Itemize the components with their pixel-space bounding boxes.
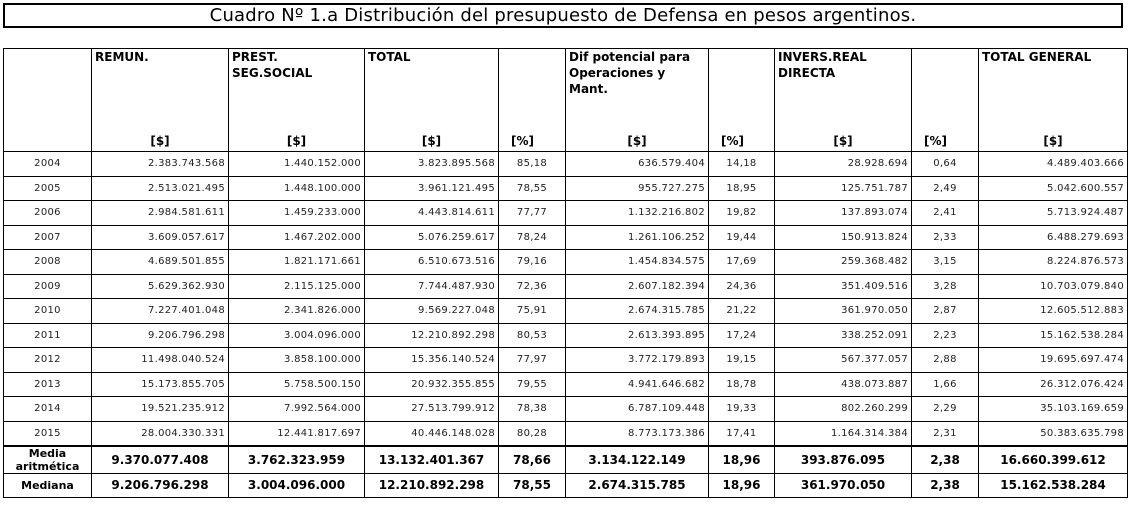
header-col-3	[365, 49, 499, 152]
table-cell: 85,18	[499, 152, 566, 177]
table-cell: 955.727.275	[566, 176, 709, 201]
table-cell: 2,49	[912, 176, 979, 201]
header-col-1	[92, 49, 229, 152]
summary-cell: 9.206.796.298	[92, 473, 229, 497]
table-cell: 567.377.057	[775, 348, 912, 373]
summary-cell: 18,96	[709, 473, 775, 497]
table-cell: 1,66	[912, 372, 979, 397]
summary-cell: 9.370.077.408	[92, 446, 229, 474]
year-cell: 2013	[4, 372, 92, 397]
table-cell: 28.004.330.331	[92, 421, 229, 446]
table-cell: 5.758.500.150	[229, 372, 365, 397]
table-cell: 10.703.079.840	[979, 274, 1128, 299]
table-cell: 79,16	[499, 250, 566, 275]
table-cell: 1.132.216.802	[566, 201, 709, 226]
table-cell: 6.510.673.516	[365, 250, 499, 275]
table-cell: 3,15	[912, 250, 979, 275]
table-cell: 1.440.152.000	[229, 152, 365, 177]
year-cell: 2011	[4, 323, 92, 348]
header-label: Dif potencial para Operaciones y Mant.	[569, 50, 691, 96]
table-cell: 1.454.834.575	[566, 250, 709, 275]
table-cell: 17,24	[709, 323, 775, 348]
table-cell: 2,33	[912, 225, 979, 250]
year-cell: 2014	[4, 397, 92, 422]
table-cell: 2,31	[912, 421, 979, 446]
table-cell: 259.368.482	[775, 250, 912, 275]
year-cell: 2012	[4, 348, 92, 373]
table-cell: 2.341.826.000	[229, 299, 365, 324]
year-cell: 2010	[4, 299, 92, 324]
table-cell: 2.674.315.785	[566, 299, 709, 324]
table-cell: 78,55	[499, 176, 566, 201]
header-unit: [%]	[721, 134, 744, 148]
summary-cell: 78,66	[499, 446, 566, 474]
table-cell: 78,24	[499, 225, 566, 250]
header-unit: [$]	[150, 134, 170, 148]
table-cell: 12.441.817.697	[229, 421, 365, 446]
table-cell: 636.579.404	[566, 152, 709, 177]
table-cell: 8.224.876.573	[979, 250, 1128, 275]
table-cell: 19,82	[709, 201, 775, 226]
table-cell: 7.992.564.000	[229, 397, 365, 422]
summary-cell: 16.660.399.612	[979, 446, 1128, 474]
table-cell: 2,23	[912, 323, 979, 348]
table-cell: 3.609.057.617	[92, 225, 229, 250]
summary-rows	[4, 446, 1128, 498]
table-cell: 2.607.182.394	[566, 274, 709, 299]
summary-cell: 18,96	[709, 446, 775, 474]
year-cell: 2009	[4, 274, 92, 299]
table-cell: 338.252.091	[775, 323, 912, 348]
table-cell: 3.772.179.893	[566, 348, 709, 373]
table-cell: 19.521.235.912	[92, 397, 229, 422]
year-cell: 2008	[4, 250, 92, 275]
table-cell: 351.409.516	[775, 274, 912, 299]
table-cell: 28.928.694	[775, 152, 912, 177]
table-cell: 5.629.362.930	[92, 274, 229, 299]
table-cell: 18,95	[709, 176, 775, 201]
table-cell: 77,77	[499, 201, 566, 226]
table-cell: 3.004.096.000	[229, 323, 365, 348]
table-cell: 2.513.021.495	[92, 176, 229, 201]
table-cell: 2.383.743.568	[92, 152, 229, 177]
table-cell: 4.941.646.682	[566, 372, 709, 397]
table-cell: 80,53	[499, 323, 566, 348]
table-cell: 5.076.259.617	[365, 225, 499, 250]
header-col-6	[709, 49, 775, 152]
table-cell: 72,36	[499, 274, 566, 299]
table-cell: 19,44	[709, 225, 775, 250]
header-col-8	[912, 49, 979, 152]
summary-cell: 2,38	[912, 446, 979, 474]
header-col-9	[979, 49, 1128, 152]
table-cell: 7.744.487.930	[365, 274, 499, 299]
table-cell: 137.893.074	[775, 201, 912, 226]
summary-row	[4, 473, 1128, 497]
header-row	[4, 49, 1128, 152]
table-cell: 3.961.121.495	[365, 176, 499, 201]
table-cell: 3.858.100.000	[229, 348, 365, 373]
header-unit: [$]	[627, 134, 647, 148]
table-cell: 50.383.635.798	[979, 421, 1128, 446]
table-cell: 2,88	[912, 348, 979, 373]
table-cell: 4.689.501.855	[92, 250, 229, 275]
table-cell: 15.356.140.524	[365, 348, 499, 373]
table-cell: 2,87	[912, 299, 979, 324]
table-row	[4, 348, 1128, 373]
summary-cell: 361.970.050	[775, 473, 912, 497]
table-cell: 3.823.895.568	[365, 152, 499, 177]
summary-cell: 15.162.538.284	[979, 473, 1128, 497]
table-cell: 19,15	[709, 348, 775, 373]
summary-cell: 12.210.892.298	[365, 473, 499, 497]
table-cell: 1.261.106.252	[566, 225, 709, 250]
table-cell: 3,28	[912, 274, 979, 299]
table-cell: 15.162.538.284	[979, 323, 1128, 348]
table-cell: 14,18	[709, 152, 775, 177]
table-cell: 20.932.355.855	[365, 372, 499, 397]
year-cell: 2006	[4, 201, 92, 226]
table-cell: 2.613.393.895	[566, 323, 709, 348]
table-cell: 125.751.787	[775, 176, 912, 201]
table-cell: 21,22	[709, 299, 775, 324]
table-cell: 9.569.227.048	[365, 299, 499, 324]
table-cell: 1.459.233.000	[229, 201, 365, 226]
table-cell: 1.821.171.661	[229, 250, 365, 275]
header-unit: [$]	[286, 134, 307, 148]
summary-cell: 393.876.095	[775, 446, 912, 474]
table-cell: 1.467.202.000	[229, 225, 365, 250]
table-cell: 17,69	[709, 250, 775, 275]
table-cell: 8.773.173.386	[566, 421, 709, 446]
header-col-2	[229, 49, 365, 152]
table-cell: 5.713.924.487	[979, 201, 1128, 226]
table-cell: 11.498.040.524	[92, 348, 229, 373]
summary-cell: 13.132.401.367	[365, 446, 499, 474]
year-cell: 2007	[4, 225, 92, 250]
header-unit: [%]	[924, 134, 947, 148]
table-cell: 40.446.148.028	[365, 421, 499, 446]
table-cell: 15.173.855.705	[92, 372, 229, 397]
header-year	[4, 49, 92, 152]
summary-label: Media aritmética	[4, 446, 92, 474]
table-cell: 9.206.796.298	[92, 323, 229, 348]
header-label: TOTAL GENERAL	[982, 50, 1092, 64]
table-row	[4, 250, 1128, 275]
table-cell: 4.443.814.611	[365, 201, 499, 226]
table-cell: 35.103.169.659	[979, 397, 1128, 422]
budget-table	[3, 48, 1128, 498]
table-cell: 2.115.125.000	[229, 274, 365, 299]
table-row	[4, 225, 1128, 250]
table-cell: 24,36	[709, 274, 775, 299]
table-cell: 438.073.887	[775, 372, 912, 397]
summary-cell: 3.134.122.149	[566, 446, 709, 474]
summary-label: Mediana	[4, 473, 92, 497]
table-cell: 12.210.892.298	[365, 323, 499, 348]
header-col-7	[775, 49, 912, 152]
table-cell: 78,38	[499, 397, 566, 422]
table-cell: 361.970.050	[775, 299, 912, 324]
table-row	[4, 274, 1128, 299]
summary-cell: 2,38	[912, 473, 979, 497]
table-cell: 80,28	[499, 421, 566, 446]
table-cell: 77,97	[499, 348, 566, 373]
table-cell: 2,29	[912, 397, 979, 422]
table-caption	[3, 3, 1123, 28]
table-cell: 1.448.100.000	[229, 176, 365, 201]
summary-row	[4, 446, 1128, 474]
header-label: TOTAL	[368, 50, 411, 64]
table-cell: 0,64	[912, 152, 979, 177]
year-cell: 2015	[4, 421, 92, 446]
year-rows	[4, 152, 1128, 446]
table-cell: 27.513.799.912	[365, 397, 499, 422]
header-unit: [$]	[421, 134, 442, 148]
table-cell: 12.605.512.883	[979, 299, 1128, 324]
table-row	[4, 201, 1128, 226]
summary-cell: 3.004.096.000	[229, 473, 365, 497]
summary-cell: 78,55	[499, 473, 566, 497]
table-cell: 79,55	[499, 372, 566, 397]
table-cell: 150.913.824	[775, 225, 912, 250]
table-title: Cuadro Nº 1.a Distribución del presupuesto de Defensa en pesos argentinos.	[209, 5, 917, 26]
table-cell: 26.312.076.424	[979, 372, 1128, 397]
year-cell: 2004	[4, 152, 92, 177]
table-cell: 7.227.401.048	[92, 299, 229, 324]
table-row	[4, 176, 1128, 201]
table-cell: 1.164.314.384	[775, 421, 912, 446]
table-cell: 19.695.697.474	[979, 348, 1128, 373]
header-col-5	[566, 49, 709, 152]
summary-cell: 2.674.315.785	[566, 473, 709, 497]
table-cell: 2.984.581.611	[92, 201, 229, 226]
table-cell: 6.787.109.448	[566, 397, 709, 422]
header-label: PREST. SEG.SOCIAL	[232, 50, 313, 80]
header-label: REMUN.	[95, 50, 149, 64]
header-label: INVERS.REAL DIRECTA	[778, 50, 867, 80]
table-row	[4, 372, 1128, 397]
table-cell: 2,41	[912, 201, 979, 226]
year-cell: 2005	[4, 176, 92, 201]
table-cell: 18,78	[709, 372, 775, 397]
table-cell: 5.042.600.557	[979, 176, 1128, 201]
summary-cell: 3.762.323.959	[229, 446, 365, 474]
table-cell: 802.260.299	[775, 397, 912, 422]
header-unit: [$]	[1043, 134, 1063, 148]
table-cell: 17,41	[709, 421, 775, 446]
header-unit: [$]	[833, 134, 853, 148]
header-unit: [%]	[511, 134, 534, 148]
table-cell: 4.489.403.666	[979, 152, 1128, 177]
table-row	[4, 323, 1128, 348]
table-row	[4, 152, 1128, 177]
header-col-4	[499, 49, 566, 152]
table-cell: 6.488.279.693	[979, 225, 1128, 250]
table-row	[4, 421, 1128, 446]
table-cell: 19,33	[709, 397, 775, 422]
table-row	[4, 397, 1128, 422]
table-cell: 75,91	[499, 299, 566, 324]
table-row	[4, 299, 1128, 324]
